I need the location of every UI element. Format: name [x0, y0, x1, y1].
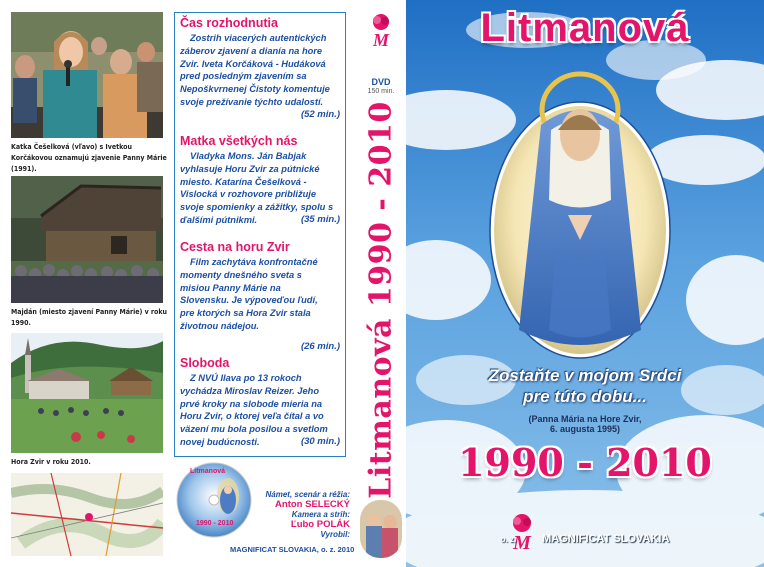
svg-text:M: M — [372, 30, 390, 50]
caption-photo-3: Hora Zvir v roku 2010. — [11, 458, 91, 466]
front-slogan — [420, 365, 750, 407]
dvd-label: DVD — [371, 77, 391, 87]
org-name: MAGNIFICAT SLOVAKIA — [542, 533, 670, 545]
photo-majdan-1990 — [11, 176, 163, 303]
quote-line-1: (Panna Mária na Hore Zvir, — [528, 414, 642, 424]
map-image — [11, 473, 163, 556]
section-title: Cesta na horu Zvir — [180, 240, 290, 254]
section-duration: (26 min.) — [300, 340, 340, 352]
section-duration: (35 min.) — [300, 213, 340, 225]
spine-logo — [368, 12, 394, 50]
front-quote — [420, 414, 750, 434]
section-body: Vladyka Mons. Ján Babjak vyhlasuje Horu Zvir za pútnické miesto. Katarína Češelková - Vislocká v rozhovore približuje svoje spomienky a zážitky, spolu s ďalšími pútnikmi. — [180, 151, 334, 225]
quote-line-2: 6. augusta 1995) — [549, 424, 621, 434]
caption-photo-1: Katka Češelková (vľavo) s Ivetkou Korčákovou oznamujú zjavenie Panny Márie (1991). — [11, 143, 167, 173]
producer-label: Vyrobil: — [320, 530, 350, 539]
dvd-length: 150 min. — [367, 88, 395, 95]
concept-label: Námet, scenár a réžia: — [265, 490, 350, 499]
section-duration: (52 min.) — [300, 108, 340, 120]
disc-years: 1990 - 2010 — [196, 520, 234, 527]
concept-name: Anton SELECKÝ — [275, 499, 350, 510]
section-duration: (30 min.) — [300, 435, 340, 447]
spine-title: Litmanová 1990 - 2010 — [363, 101, 399, 499]
section-cas-rozhodnutia — [180, 16, 346, 120]
slogan-line-2: pre túto dobu... — [523, 387, 647, 406]
section-title: Matka všetkých nás — [180, 134, 298, 148]
photo-apparition-announcement — [11, 12, 163, 138]
section-title: Sloboda — [180, 356, 230, 370]
producer-name: MAGNIFICAT SLOVAKIA, o. z. 2010 — [230, 545, 355, 554]
slogan-line-1: Zostaňte v mojom Srdci — [488, 366, 682, 385]
section-matka-vsetkych-nas — [180, 134, 346, 225]
spine-photo — [360, 500, 402, 558]
section-cesta-na-horu-zvir — [180, 240, 346, 352]
front-years: 1990 - 2010 — [458, 440, 712, 485]
section-body: Zostrih viacerých autentických záberov zjavení a dianía na hore Zvir. Iveta Korčáková - Hudáková pred posledným zjavením sa Nepoškvrnenej Čistoty komentuje svoje prežívanie týchto udalostí. — [180, 33, 330, 107]
caption-photo-2: Majdán (miesto zjavení Panny Márie) v roku 1990. — [11, 308, 167, 327]
credits-block — [250, 490, 350, 539]
svg-text:M: M — [513, 532, 531, 552]
section-title: Čas rozhodnutia — [180, 16, 278, 30]
section-body: Z NVÚ Ilava po 13 rokoch vychádza Miroslav Reizer. Jeho prvé kroky na slobode mieria na Horu Zvir, o ktorej veľa čítal a vo väzení mu bola posilou a svetlom novej budúcnosti. — [180, 373, 328, 447]
camera-label: Kamera a strih: — [291, 510, 350, 519]
section-body: Film zachytáva konfrontačné momenty dnešného sveta s misiou Panny Márie na Slovensku. Je výpoveďou ľudí, pre ktorých sa Hora Zvir stala životnou nádejou. — [180, 257, 318, 331]
front-title: Litmanová — [480, 6, 690, 50]
org-prefix: o. z. — [500, 535, 517, 544]
photo-hora-zvir-2010 — [11, 333, 163, 453]
disc-title: Litmanová — [190, 468, 226, 475]
front-organization — [406, 533, 764, 545]
section-sloboda — [180, 356, 346, 447]
org-logo — [507, 512, 537, 552]
camera-name: Ľubo POLÁK — [290, 519, 350, 530]
